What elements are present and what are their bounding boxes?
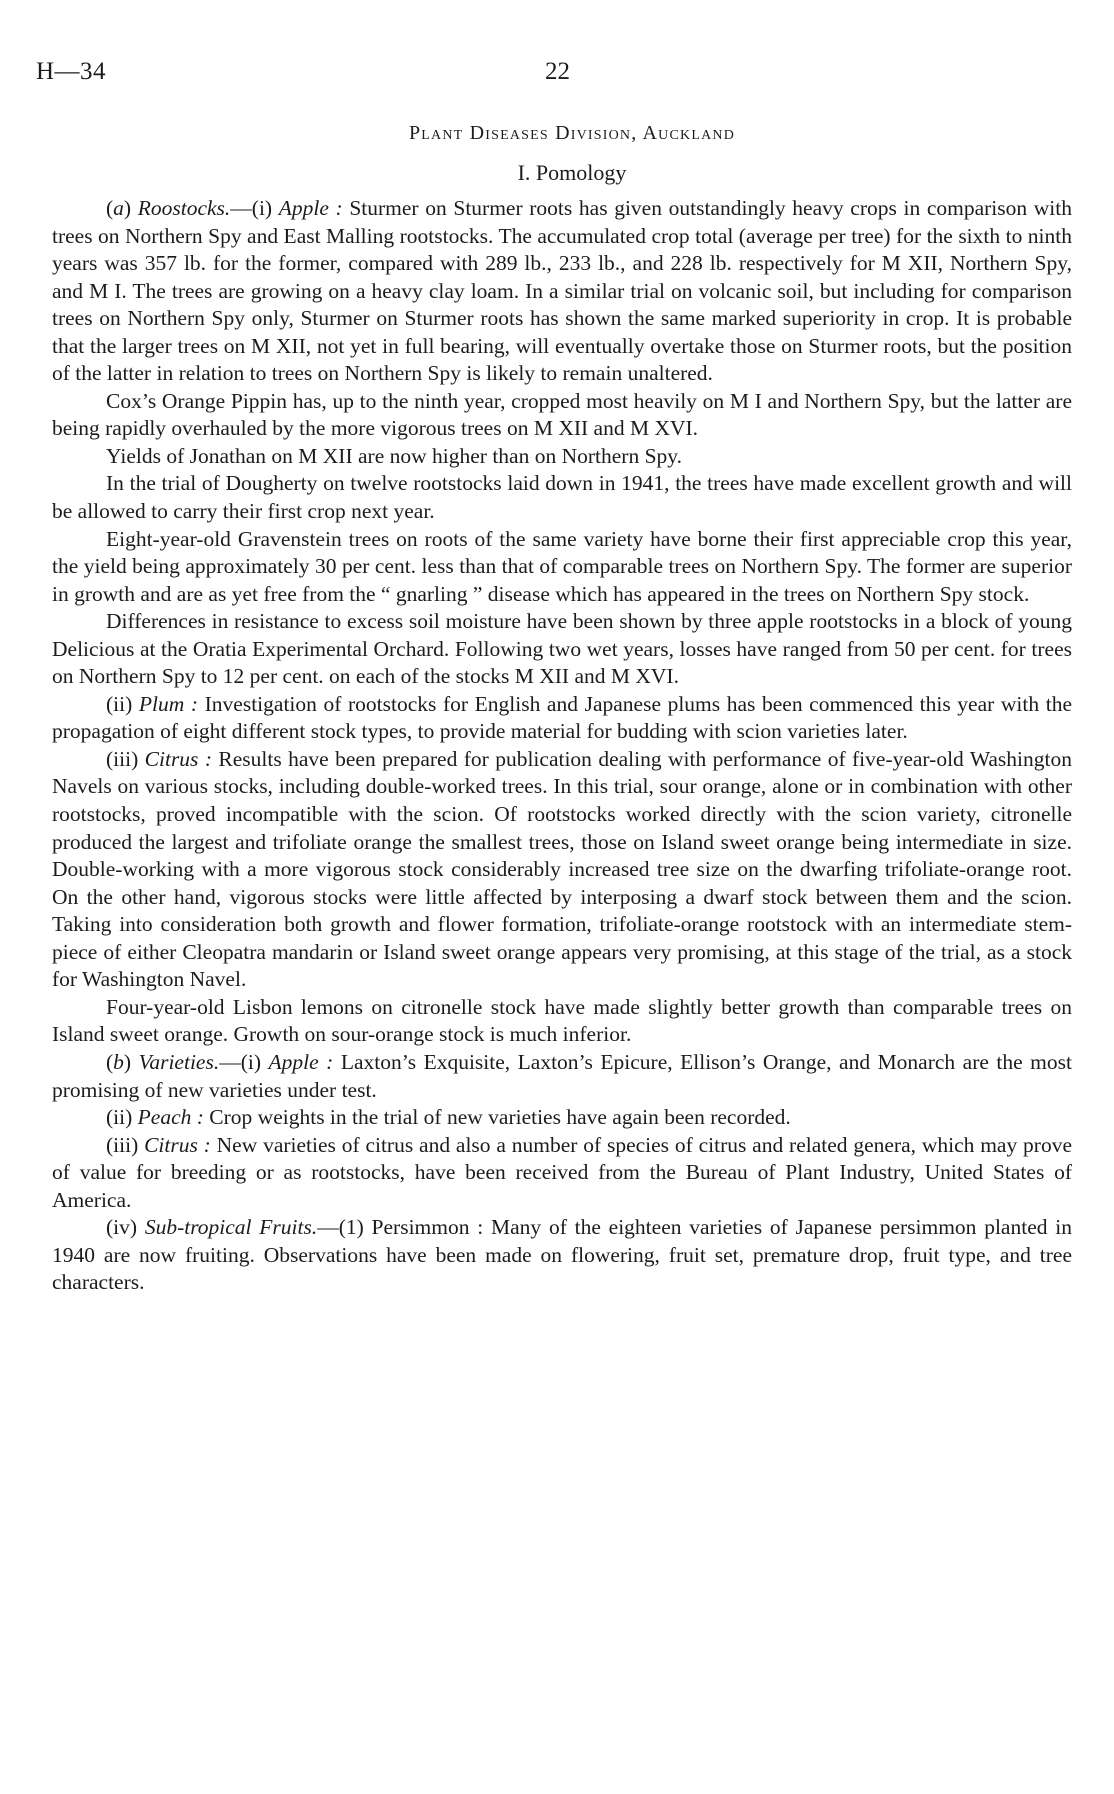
text-run: —(1) Persimmon : Many of the eighteen varieties of Japanese persimmon planted in 1940 are now fruiting. Observations have been made on flowering, fruit set, premature drop, fruit type, and tree characters. xyxy=(52,1215,1072,1295)
italic-run: Roostocks. xyxy=(137,196,231,220)
italic-run: Peach : xyxy=(137,1105,204,1130)
text-run: ( xyxy=(106,196,114,220)
italic-run: Apple : xyxy=(278,196,343,220)
paragraph-p6 xyxy=(52,608,1072,691)
paragraph-p1 xyxy=(52,195,1072,388)
text-run: —(i) xyxy=(230,196,279,220)
paragraph-p4 xyxy=(52,470,1072,525)
text-run: Investigation of rootstocks for English and Japanese plums has been commenced this year with the propagation of eight different stock types, to provide material for budding with scion varieties later. xyxy=(52,691,1072,744)
text-run: Differences in resistance to excess soil moisture have been shown by three apple rootstocks in a block of young Delicious at the Oratia Experimental Orchard. Following two wet years, losses have ranged from 50 per cent. for trees on Northern Spy to 12 per cent. on each of the stocks M XII and M XVI. xyxy=(52,609,1072,689)
italic-run: a xyxy=(113,196,124,220)
paragraph-p7 xyxy=(52,691,1072,746)
text-run: In the trial of Dougherty on twelve rootstocks laid down in 1941, the trees have made excellent growth and will be allowed to carry their first crop next year. xyxy=(52,471,1072,524)
text-run: Yields of Jonathan on M XII are now higher than on Northern Spy. xyxy=(106,443,683,468)
body-text xyxy=(52,195,1072,1297)
text-run: Eight-year-old Gravenstein trees on roots of the same variety have borne their first appreciable crop this year, the yield being approximately 30 per cent. less than that of comparable trees on Northern Spy. The former are superior in growth and are as yet free from the “ gnarling ” disease which has appeared in the trees on Northern Spy stock. xyxy=(52,526,1072,606)
division-heading: Plant Diseases Division, Auckland xyxy=(408,122,736,144)
italic-run: Apple : xyxy=(268,1049,334,1074)
paragraph-p8 xyxy=(52,746,1072,994)
italic-run: Citrus : xyxy=(144,1132,211,1157)
text-run: ( xyxy=(106,1049,114,1074)
text-run: (ii) xyxy=(106,691,139,716)
paragraph-p5 xyxy=(52,526,1072,609)
text-run: (ii) xyxy=(106,1105,138,1130)
text-run: (iii) xyxy=(106,746,145,771)
italic-run: Sub-tropical Fruits. xyxy=(144,1215,318,1240)
paragraph-p11 xyxy=(52,1104,1072,1132)
document-reference: H—34 xyxy=(36,58,107,85)
text-run: ) xyxy=(123,1049,139,1074)
text-run: Crop weights in the trial of new varieties have again been recorded. xyxy=(203,1105,791,1130)
text-run: New varieties of citrus and also a number of species of citrus and related genera, which may prove of value for breeding or as rootstocks, have been received from the Bureau of Plant Industry, United States of America. xyxy=(52,1132,1072,1212)
paragraph-p2 xyxy=(52,388,1072,443)
paragraph-p10 xyxy=(52,1049,1072,1104)
text-run: Cox’s Orange Pippin has, up to the ninth year, cropped most heavily on M I and Northern Spy, but the latter are being rapidly overhauled by the more vigorous trees on M XII and M XVI. xyxy=(52,388,1072,441)
text-run: (iv) xyxy=(106,1215,145,1240)
text-run: Four-year-old Lisbon lemons on citronelle stock have made slightly better growth than comparable trees on Island sweet orange. Growth on sour-orange stock is much inferior. xyxy=(52,994,1072,1047)
italic-run: Varieties. xyxy=(138,1049,220,1074)
italic-run: Citrus : xyxy=(144,746,212,771)
paragraph-p3 xyxy=(52,443,1072,471)
text-run: Laxton’s Exquisite, Laxton’s Epicure, Ellison’s Orange, and Monarch are the most promising of new varieties under test. xyxy=(52,1049,1072,1102)
page-number: 22 xyxy=(545,58,570,85)
text-run: Sturmer on Sturmer roots has given outstandingly heavy crops in comparison with trees on Northern Spy and East Malling rootstocks. The accumulated crop total (average per tree) for the sixth to ninth years was 357 lb. for the former, compared with 289 lb., 233 lb., and 228 lb. respectively for M XII, Northern Spy, and M I. The trees are growing on a heavy clay loam. In a similar trial on volcanic soil, but including for comparison trees on Northern Spy only, Sturmer on Sturmer roots has shown the same marked superiority in crop. It is probable that the larger trees on M XII, not yet in full bearing, will eventually overtake those on Sturmer roots, but the position of the latter in relation to trees on Northern Spy is likely to remain unaltered. xyxy=(52,196,1073,386)
italic-run: Plum : xyxy=(138,691,199,716)
italic-run: b xyxy=(113,1049,124,1074)
section-heading: I. Pomology xyxy=(517,160,627,185)
page-header xyxy=(0,58,1114,90)
paragraph-p12 xyxy=(52,1132,1072,1215)
text-run: (iii) xyxy=(106,1132,145,1157)
paragraph-p13 xyxy=(52,1214,1072,1297)
text-run: —(i) xyxy=(219,1049,269,1074)
text-run: Results have been prepared for publication dealing with performance of five-year-old Washington Navels on various stocks, including double-worked trees. In this trial, sour orange, alone or in combination with other rootstocks, proved incompatible with the scion. Of rootstocks worked directly with the scion variety, citronelle produced the largest and trifoliate orange the smallest trees, those on Island sweet orange being intermediate in size. Double-working with a more vigorous stock considerably increased tree size on the dwarfing trifoliate-orange root. On the other hand, vigorous stocks were little affected by interposing a dwarf stock between them and the scion. Taking into consideration both growth and flower formation, trifoliate-orange rootstock with an intermediate stem-piece of either Cleopatra mandarin or Island sweet orange appears very promising, at this stage of the trial, as a stock for Washington Navel. xyxy=(52,746,1072,992)
paragraph-p9 xyxy=(52,994,1072,1049)
text-run: ) xyxy=(123,196,138,220)
